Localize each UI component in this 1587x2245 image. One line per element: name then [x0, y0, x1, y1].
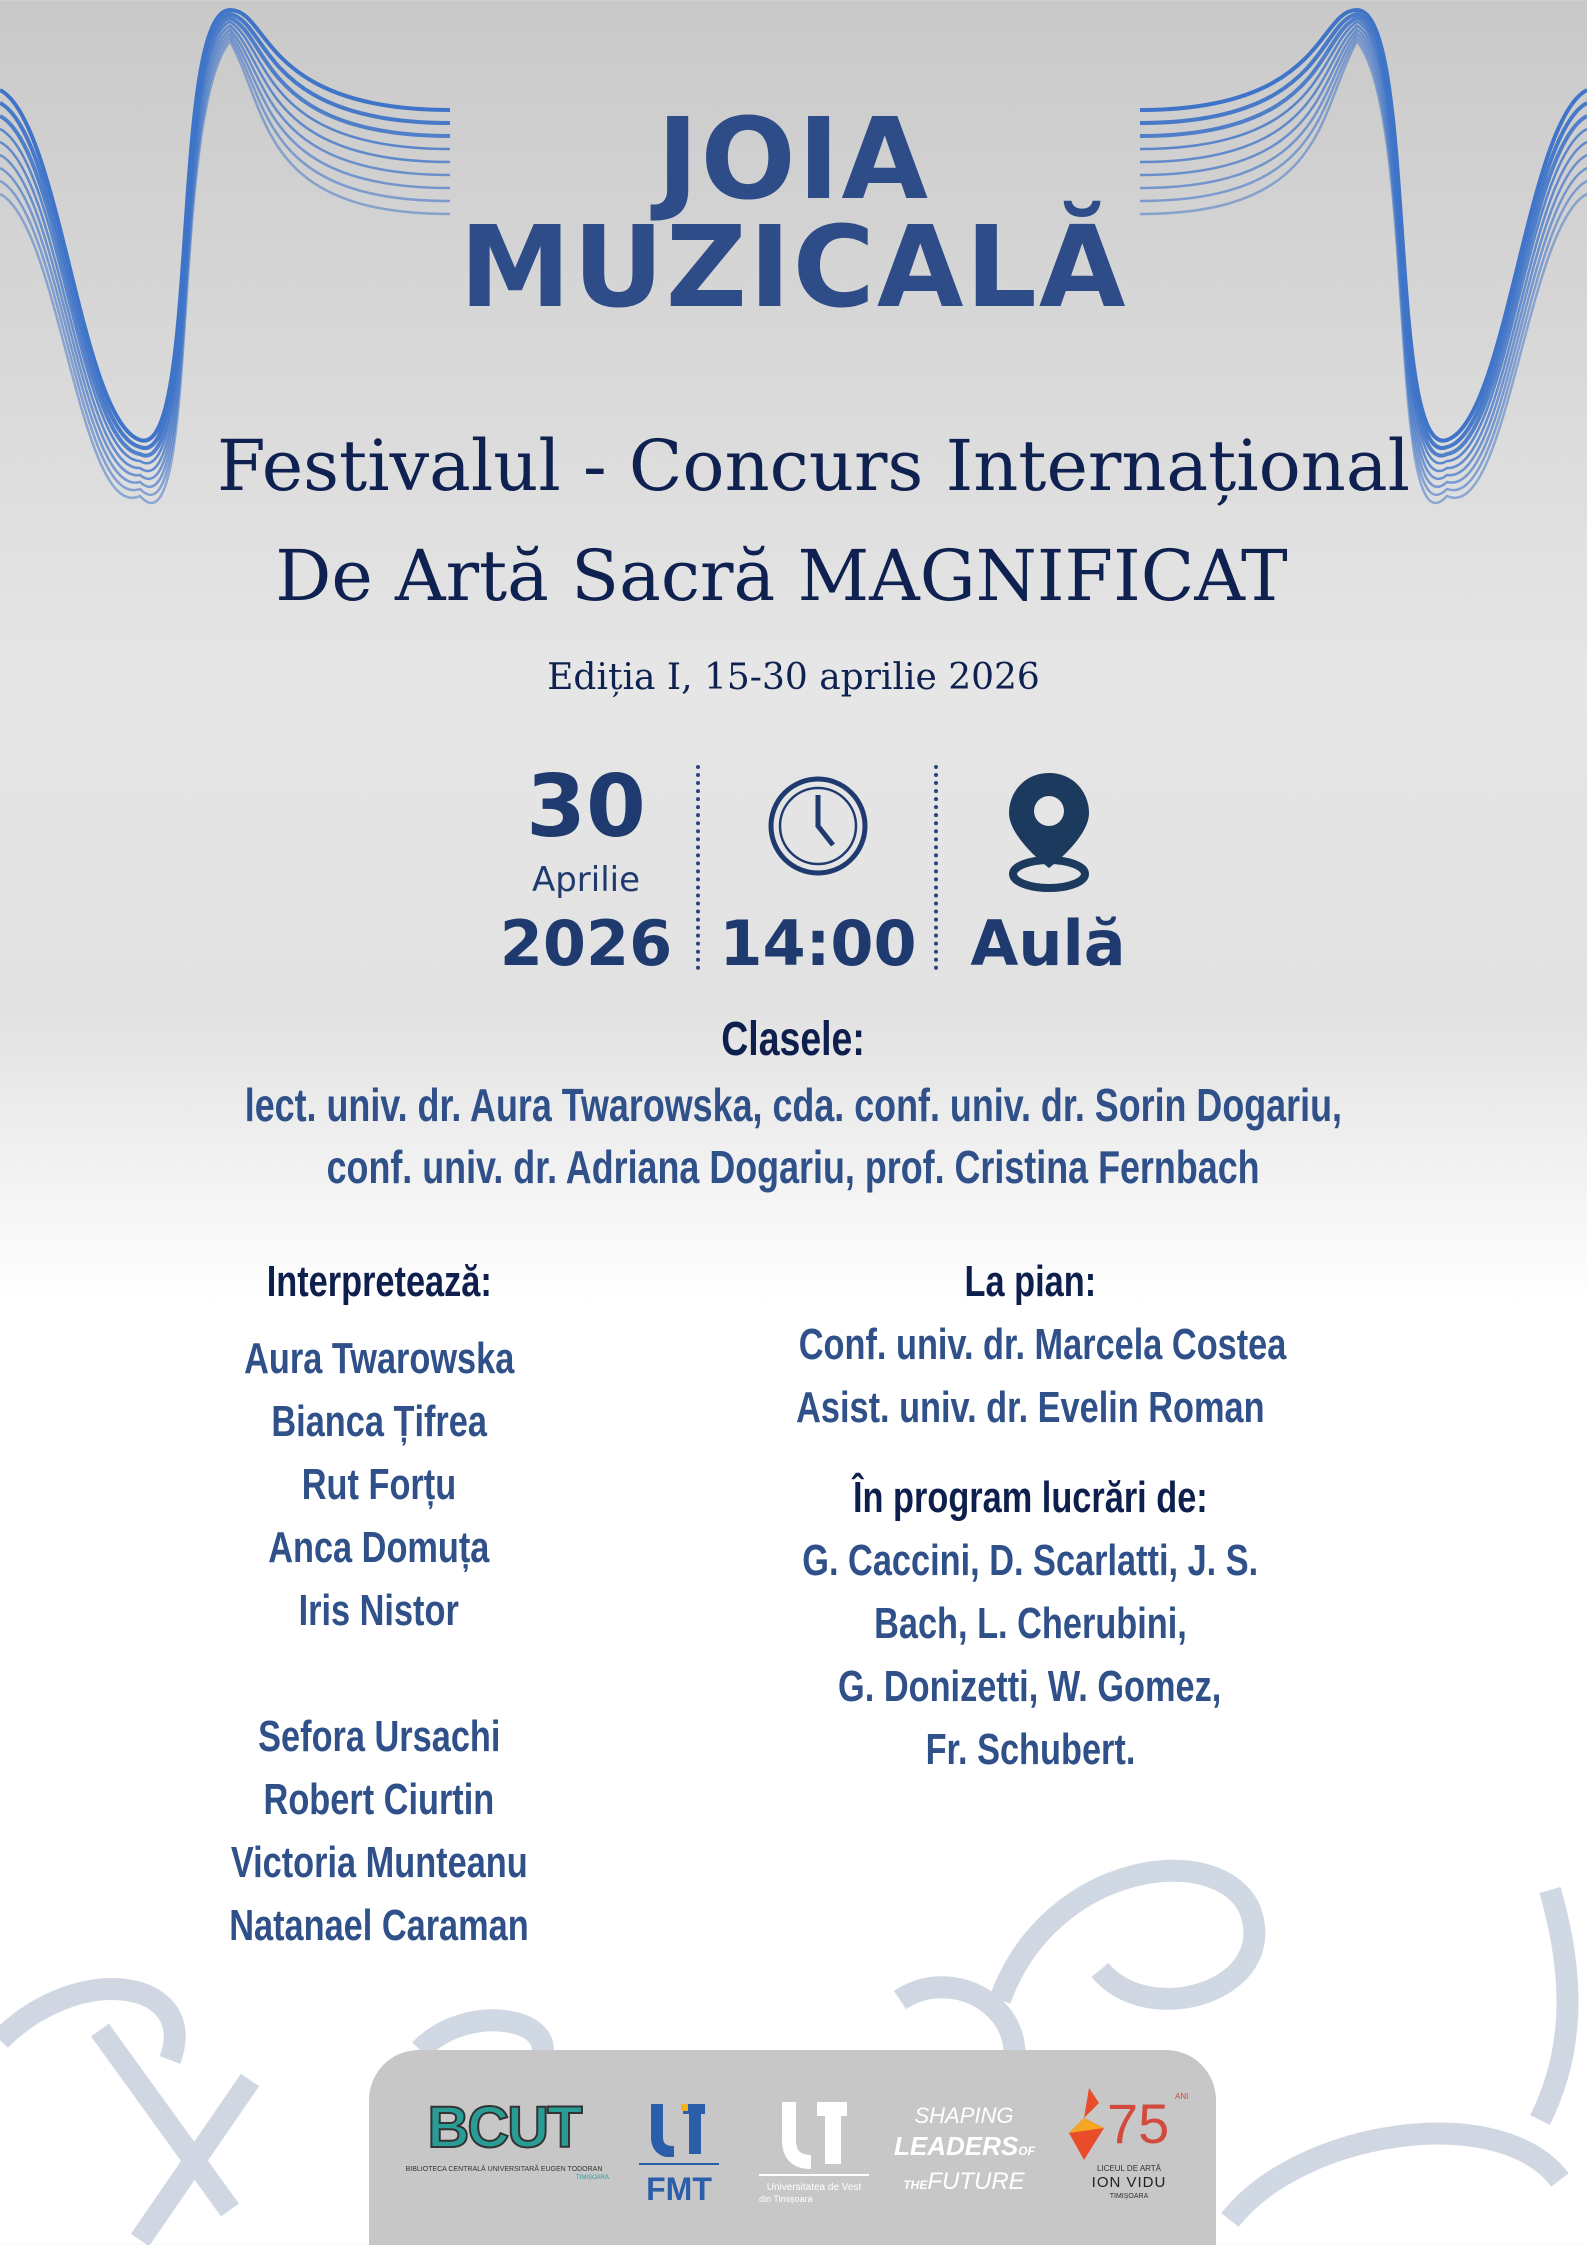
bcu-logo: BCUT BIBLIOTECA CENTRALĂ UNIVERSITARĂ EUGEN TODORAN TIMIȘOARA — [405, 2095, 609, 2181]
performer-name: Anca Domuța — [268, 1523, 490, 1572]
clock-icon — [767, 775, 869, 877]
slogan-logo: SHAPING LEADERSOF THEFUTURE — [894, 2103, 1035, 2195]
performer-name: Sefora Ursachi — [257, 1712, 501, 1761]
piano-program-column — [730, 1250, 1330, 1781]
title-line-1: JOIA — [656, 95, 931, 225]
event-day: 30 — [526, 757, 646, 857]
piano-heading: La pian: — [964, 1257, 1096, 1306]
uvt-mark-icon — [639, 2102, 719, 2157]
event-year: 2026 — [499, 907, 673, 980]
title-line-2: MUZICALĂ — [459, 203, 1128, 333]
performer-name: Rut Forțu — [301, 1460, 457, 1509]
event-time: 14:00 — [719, 907, 917, 980]
performer-name: Robert Ciurtin — [263, 1775, 495, 1824]
performer-name: Natanael Caraman — [229, 1901, 529, 1950]
performers-heading: Interpretează: — [266, 1257, 492, 1306]
subtitle-line-2: De Artă Sacră MAGNIFICAT — [275, 535, 1288, 617]
divider — [696, 765, 700, 970]
event-month: Aprilie — [531, 860, 641, 900]
classes-heading: Clasele: — [721, 1013, 866, 1066]
program-line: Fr. Schubert. — [925, 1725, 1135, 1774]
partner-logos-bar — [369, 2050, 1216, 2245]
subtitle-line-1: Festivalul - Concurs Internațional — [216, 425, 1411, 507]
classes-line-1: lect. univ. dr. Aura Twarowska, cda. conf. univ. dr. Sorin Dogariu, — [244, 1079, 1343, 1131]
fmt-logo: FMT — [639, 2102, 719, 2207]
performers-column — [129, 1250, 629, 1957]
liceul-ion-vidu-logo: 75 ANI LICEUL DE ARTĂ ION VIDU TIMIȘOARA — [1059, 2088, 1199, 2201]
pianist-name: Conf. univ. dr. Marcela Costea — [798, 1320, 1287, 1369]
divider — [934, 765, 938, 970]
performer-name: Aura Twarowska — [243, 1334, 515, 1383]
edition: Ediția I, 15-30 aprilie 2026 — [547, 657, 1040, 698]
event-location: Aulă — [970, 907, 1126, 980]
program-line: G. Donizetti, W. Gomez, — [838, 1662, 1222, 1711]
program-line: Bach, L. Cherubini, — [873, 1599, 1187, 1648]
program-heading: În program lucrări de: — [852, 1473, 1208, 1522]
performer-name: Bianca Țifrea — [271, 1397, 487, 1446]
performer-name: Victoria Munteanu — [230, 1838, 528, 1887]
performer-name: Iris Nistor — [298, 1586, 460, 1635]
pianist-name: Asist. univ. dr. Evelin Roman — [796, 1383, 1265, 1432]
program-line: G. Caccini, D. Scarlatti, J. S. — [802, 1536, 1258, 1585]
location-pin-icon — [1004, 768, 1094, 898]
classes-line-2: conf. univ. dr. Adriana Dogariu, prof. Cristina Fernbach — [326, 1141, 1260, 1193]
uvt-logo: Universitatea de Vest din Timișoara — [759, 2100, 869, 2205]
